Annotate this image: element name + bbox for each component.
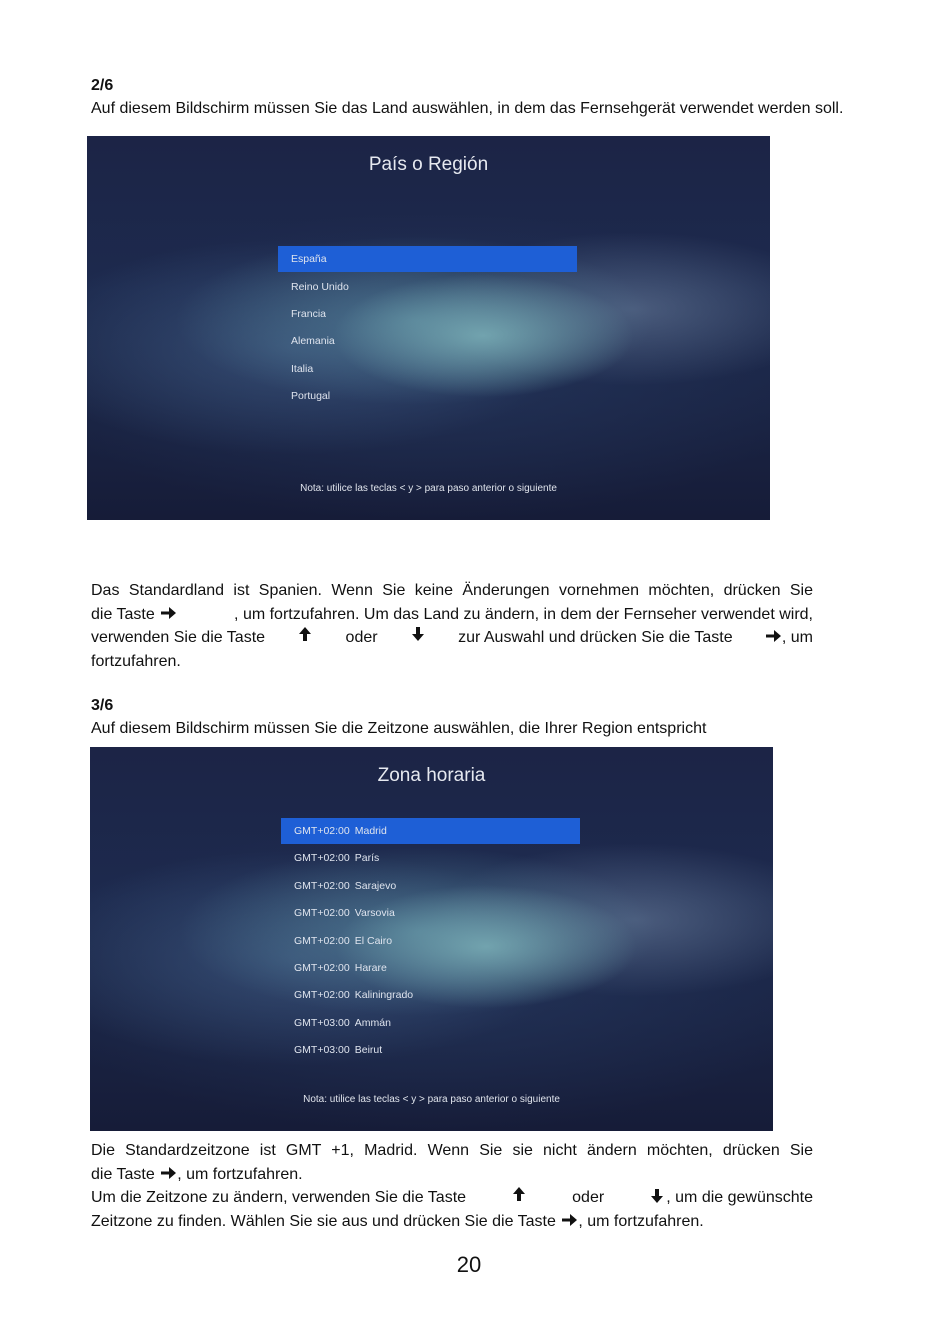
timezone-offset: GMT+02:00 xyxy=(294,852,350,865)
timezone-item[interactable] xyxy=(281,845,379,871)
list-item[interactable]: Reino Unido xyxy=(291,281,349,293)
country-screen xyxy=(87,136,770,520)
timezone-city: Beirut xyxy=(354,1044,383,1057)
arrow-up-icon xyxy=(296,626,314,642)
list-item[interactable]: Francia xyxy=(291,308,327,320)
arrow-right-icon xyxy=(560,1212,578,1228)
timezone-offset: GMT+03:00 xyxy=(294,1016,350,1029)
timezone-offset: GMT+02:00 xyxy=(294,907,350,920)
arrow-right-icon xyxy=(159,605,177,621)
timezone-offset: GMT+02:00 xyxy=(294,879,350,892)
list-item[interactable]: Italia xyxy=(291,363,314,375)
timezone-offset: GMT+02:00 xyxy=(294,934,350,947)
timezone-item-selected[interactable] xyxy=(281,818,580,844)
timezone-city: Varsovia xyxy=(354,907,395,920)
timezone-city: Ammán xyxy=(354,1016,391,1029)
intro-text: Auf diesem Bildschirm müssen Sie die Zeitzone auswählen, die Ihrer Region entspricht xyxy=(91,720,707,737)
timezone-city: El Cairo xyxy=(354,934,393,947)
timezone-city: París xyxy=(354,852,380,865)
list-item[interactable]: Portugal xyxy=(291,390,331,402)
arrow-right-icon xyxy=(764,628,782,644)
intro-text: Auf diesem Bildschirm müssen Sie das Land auswählen, in dem das Fernsehgerät verwendet werden soll. xyxy=(91,100,844,117)
step-label: 3/6 xyxy=(91,697,114,714)
step-label: 2/6 xyxy=(91,77,114,94)
timezone-offset: GMT+02:00 xyxy=(294,962,350,974)
timezone-item[interactable] xyxy=(281,873,396,899)
timezone-offset: GMT+02:00 xyxy=(294,825,350,837)
timezone-offset: GMT+02:00 xyxy=(294,989,350,1002)
arrow-up-icon xyxy=(510,1186,528,1202)
instruction-paragraph: Das Standardland ist Spanien. Wenn Sie keine Änderungen vornehmen möchten, drücken Sie die Taste , um fortzufahren. Um das Land zu ändern, in dem der Fernseher verwendet wird, verwenden Sie die Taste oder zur Auswahl und drücken Sie die Taste , um fortzufahren. xyxy=(91,582,813,670)
timezone-item[interactable] xyxy=(281,928,392,954)
timezone-city: Harare xyxy=(354,962,387,974)
timezone-screen xyxy=(90,747,773,1131)
list-item[interactable]: Alemania xyxy=(291,335,335,347)
arrow-right-icon xyxy=(159,1165,177,1181)
screen-title: Zona horaria xyxy=(377,765,486,786)
page-number: 20 xyxy=(456,1252,482,1277)
instruction-paragraph: Die Standardzeitzone ist GMT +1, Madrid. Wenn Sie sie nicht ändern möchten, drücken Sie die Taste , um fortzufahren. Um die Zeitzone zu ändern, verwenden Sie die Taste oder , um die gewünschte Zeitzone zu finden. Wählen Sie sie aus und drücken Sie die Taste , um fortzufahren. xyxy=(91,1142,813,1230)
arrow-down-icon xyxy=(648,1188,666,1204)
timezone-item[interactable] xyxy=(281,1010,391,1036)
timezone-item[interactable] xyxy=(281,1037,382,1063)
timezone-item[interactable] xyxy=(281,955,387,981)
timezone-item[interactable] xyxy=(281,982,413,1008)
timezone-city: Madrid xyxy=(354,825,387,837)
timezone-city: Kaliningrado xyxy=(354,989,414,1002)
timezone-item[interactable] xyxy=(281,900,395,926)
timezone-city: Sarajevo xyxy=(354,879,397,892)
navigation-note: Nota: utilice las teclas < y > para paso anterior o siguiente xyxy=(303,1094,560,1105)
navigation-note: Nota: utilice las teclas < y > para paso anterior o siguiente xyxy=(300,483,557,494)
screen-title: País o Región xyxy=(368,154,489,175)
arrow-down-icon xyxy=(409,626,427,642)
list-item-selected[interactable]: España xyxy=(278,246,577,272)
timezone-offset: GMT+03:00 xyxy=(294,1044,350,1057)
